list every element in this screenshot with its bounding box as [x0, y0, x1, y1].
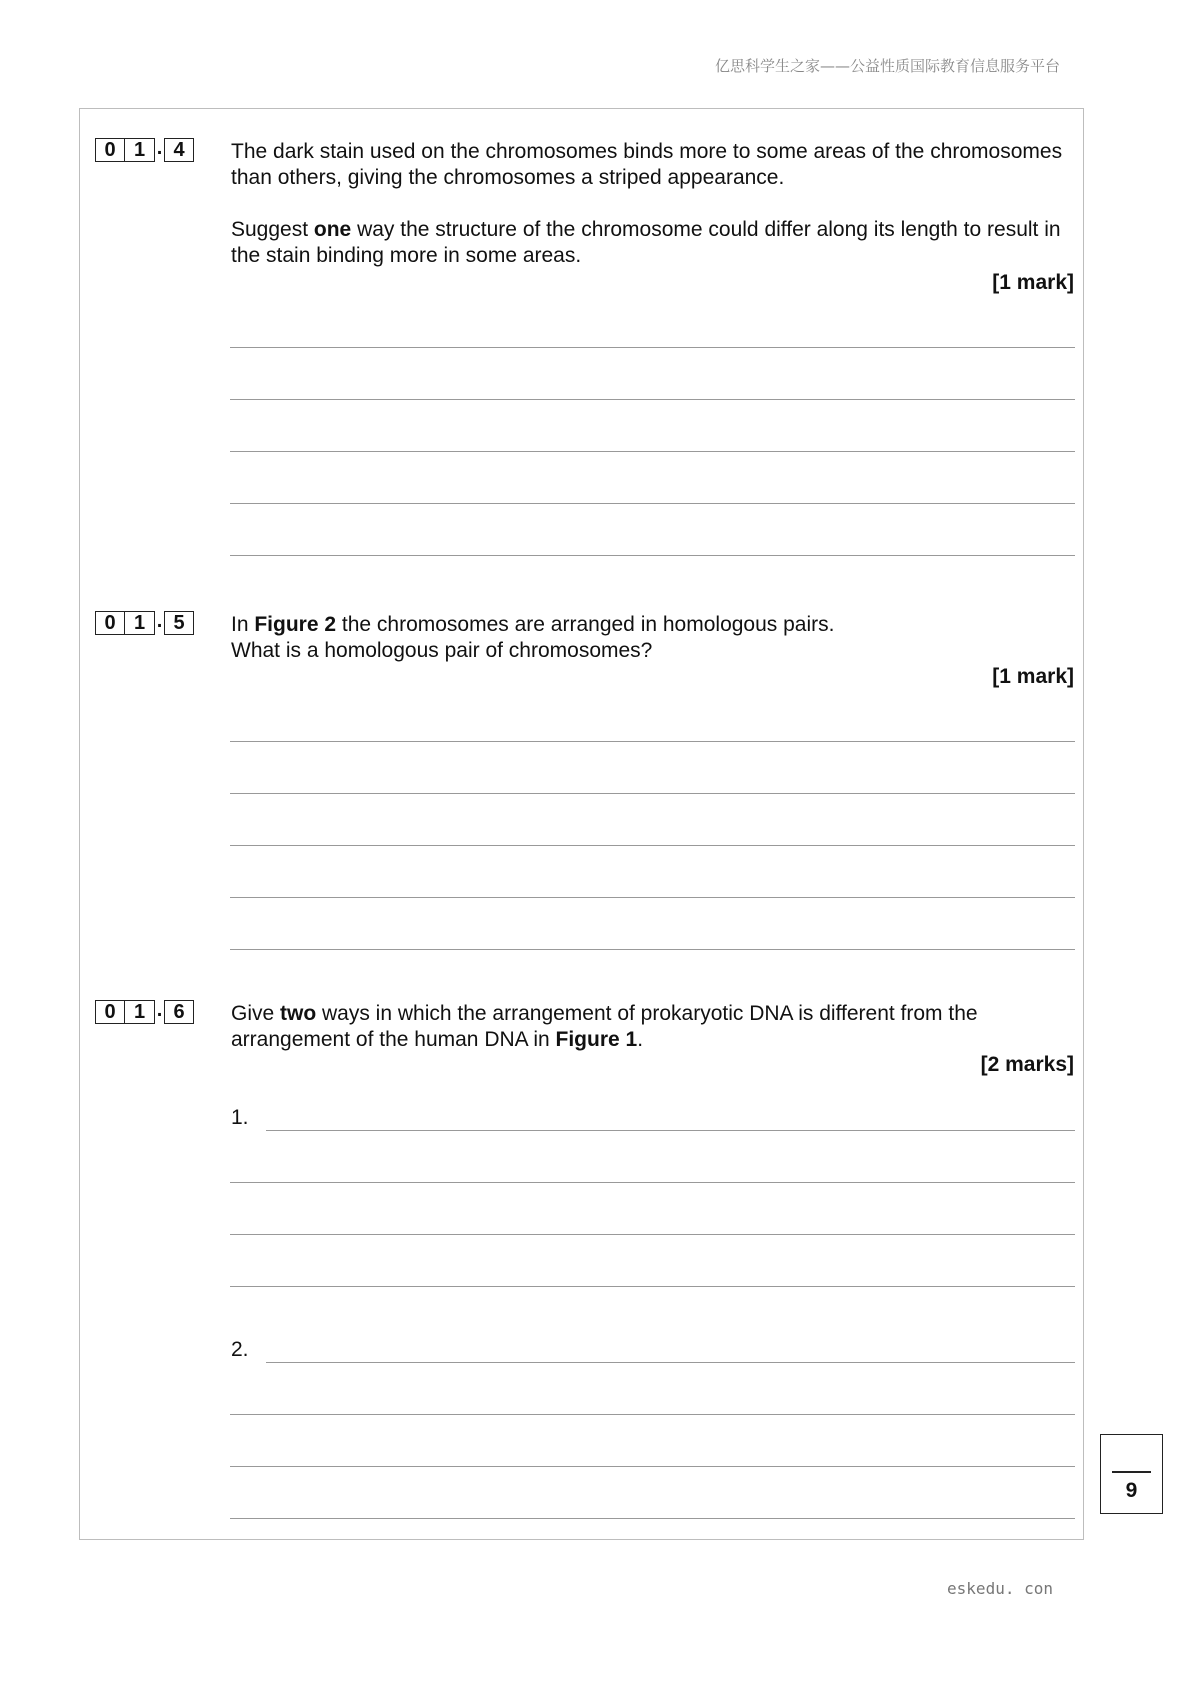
answer-line[interactable]	[230, 399, 1075, 400]
answer-line[interactable]	[230, 1234, 1075, 1235]
answer-line[interactable]	[230, 451, 1075, 452]
question-number-digit: 6	[164, 1000, 194, 1024]
question-text-part: .	[637, 1028, 644, 1051]
marks-label: [2 marks]	[980, 1053, 1074, 1076]
question-number-digit: 0	[95, 138, 125, 162]
question-text-part: way the structure of the chromosome could differ along its length to result in the stain binding more in some areas.	[231, 218, 1061, 267]
answer-label-1: 1.	[231, 1106, 249, 1129]
question-number-dot: .	[156, 609, 163, 632]
answer-line[interactable]	[230, 1286, 1075, 1287]
question-line: What is a homologous pair of chromosomes?	[231, 639, 653, 662]
marks-label: [1 mark]	[992, 665, 1074, 688]
score-entry-line[interactable]	[1112, 1471, 1151, 1473]
question-number-01-4	[95, 138, 194, 162]
question-text-part: ways in which the arrangement of prokaryotic DNA is different from the arrangement of the human DNA in	[231, 1002, 978, 1051]
answer-line[interactable]	[230, 845, 1075, 846]
question-text-part: the chromosomes are arranged in homologous pairs.	[336, 613, 835, 636]
question-number-dot: .	[156, 998, 163, 1021]
question-line	[231, 612, 1076, 638]
answer-line[interactable]	[230, 555, 1075, 556]
question-text-01-4	[231, 139, 1076, 269]
page-score-box	[1100, 1434, 1163, 1514]
question-number-digit: 1	[125, 611, 155, 635]
answer-line[interactable]	[230, 897, 1075, 898]
page-total-marks: 9	[1125, 1479, 1138, 1502]
footer-watermark: eskedu. con	[947, 1579, 1053, 1598]
marks-label: [1 mark]	[992, 271, 1074, 294]
answer-line[interactable]	[266, 1362, 1075, 1363]
header-watermark: 亿思科学生之家——公益性质国际教育信息服务平台	[714, 57, 1060, 75]
question-text-01-5	[231, 612, 1076, 664]
question-text-part: In	[231, 613, 255, 636]
answer-line[interactable]	[230, 347, 1075, 348]
question-paragraph	[231, 217, 1076, 269]
question-number-digit: 1	[125, 1000, 155, 1024]
answer-line[interactable]	[266, 1130, 1075, 1131]
question-number-01-6	[95, 1000, 194, 1024]
question-frame	[79, 108, 1084, 1540]
question-emphasis: Figure 1	[555, 1028, 638, 1051]
question-emphasis: one	[313, 218, 352, 241]
question-text-part: Suggest	[231, 218, 314, 241]
answer-line[interactable]	[230, 793, 1075, 794]
question-number-01-5	[95, 611, 194, 635]
question-text-01-6	[231, 1001, 1076, 1053]
question-number-digit: 4	[164, 138, 194, 162]
answer-line[interactable]	[230, 1182, 1075, 1183]
question-number-digit: 5	[164, 611, 194, 635]
question-paragraph: The dark stain used on the chromosomes binds more to some areas of the chromosomes than others, giving the chromosomes a striped appearance.	[231, 140, 1063, 189]
question-text-part: Give	[231, 1002, 281, 1025]
question-number-digit: 0	[95, 1000, 125, 1024]
question-number-dot: .	[156, 136, 163, 159]
answer-line[interactable]	[230, 1414, 1075, 1415]
answer-label-2: 2.	[231, 1338, 249, 1361]
answer-line[interactable]	[230, 503, 1075, 504]
answer-line[interactable]	[230, 1466, 1075, 1467]
question-number-digit: 1	[125, 138, 155, 162]
question-emphasis: Figure 2	[254, 613, 337, 636]
answer-line[interactable]	[230, 741, 1075, 742]
question-emphasis: two	[280, 1002, 317, 1025]
question-number-digit: 0	[95, 611, 125, 635]
answer-line[interactable]	[230, 949, 1075, 950]
answer-line[interactable]	[230, 1518, 1075, 1519]
